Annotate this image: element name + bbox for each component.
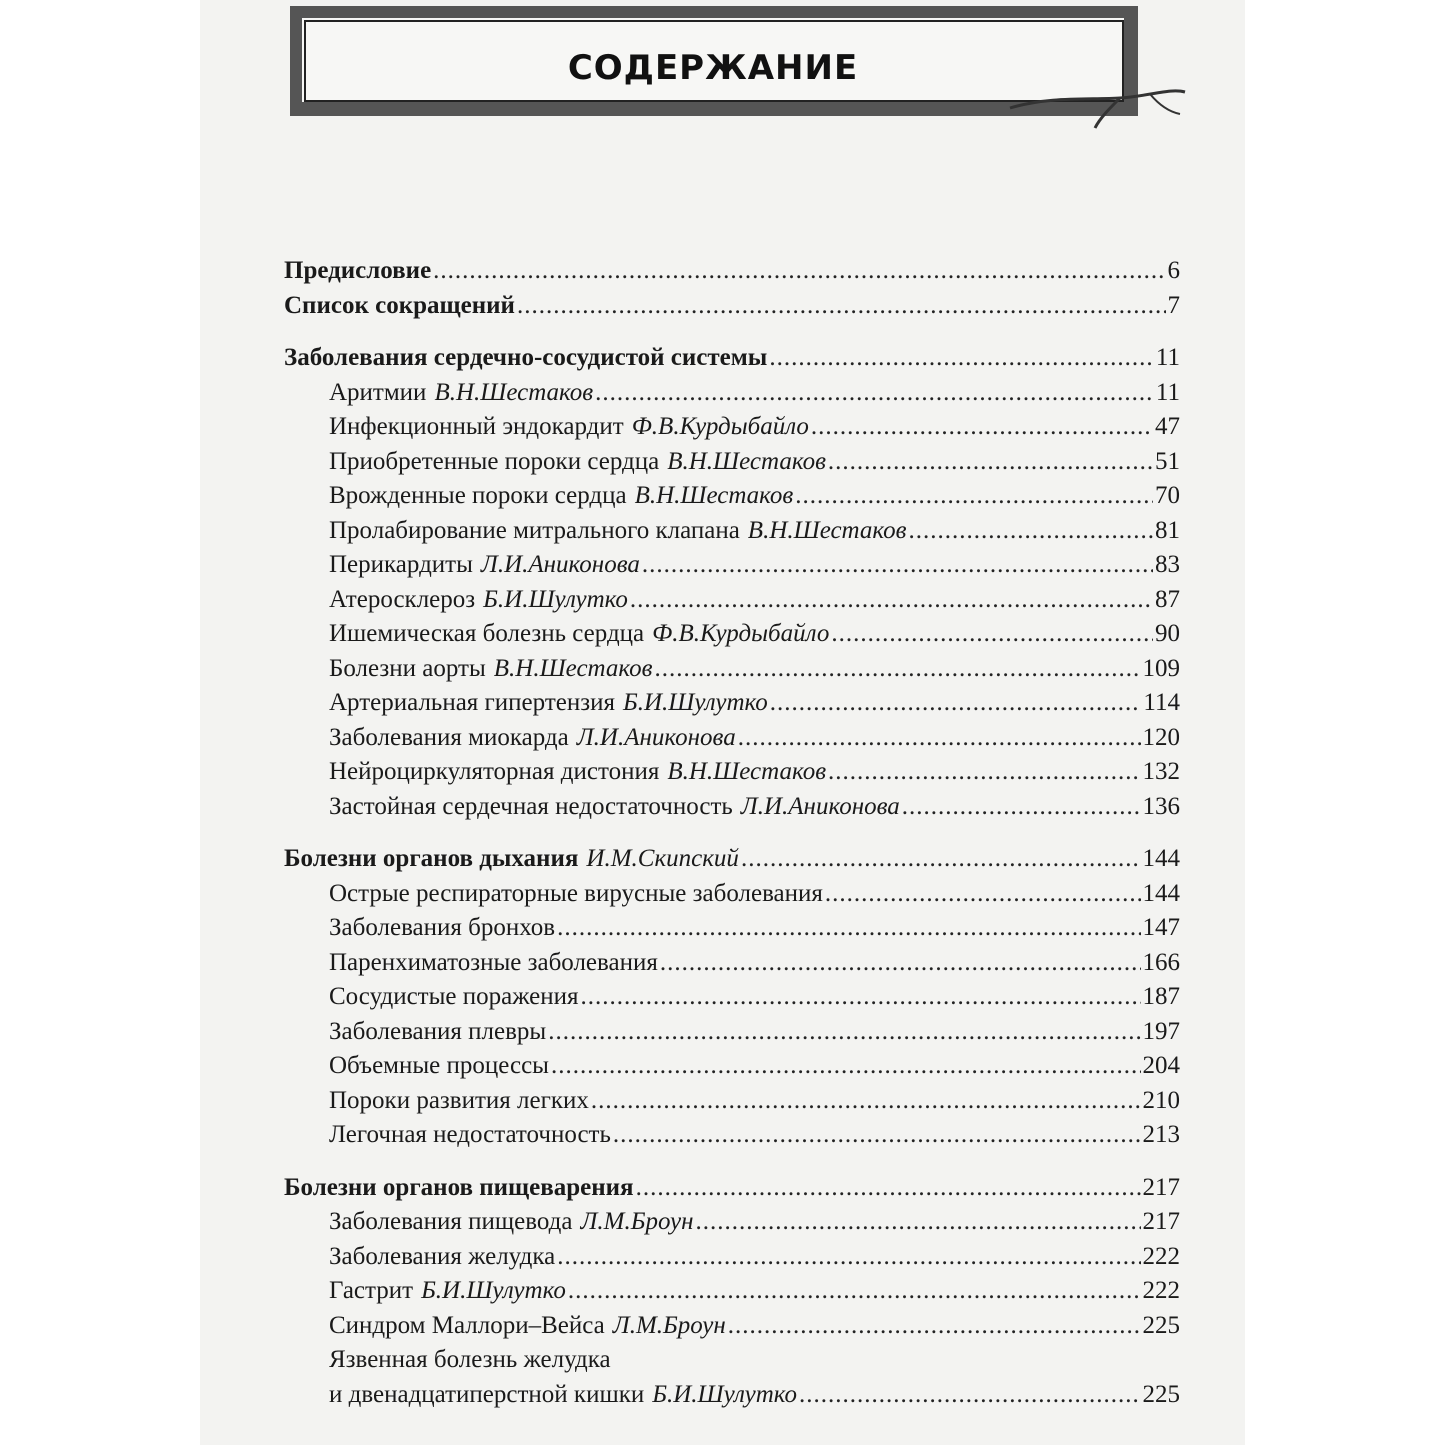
dot-leader <box>613 1121 1141 1149</box>
toc-entry[interactable] <box>284 758 1180 793</box>
dot-leader <box>831 620 1153 648</box>
toc-entry-page: 217 <box>1142 1208 1180 1235</box>
toc-entry[interactable] <box>284 551 1180 586</box>
toc-entry-page: 87 <box>1155 585 1180 613</box>
dot-leader <box>909 517 1153 545</box>
toc-entry-title: Врожденные пороки сердца <box>329 482 627 509</box>
toc-entry-title: Инфекционный эндокардит <box>329 413 624 440</box>
dot-leader <box>642 551 1153 579</box>
toc-entry-page: 114 <box>1143 689 1180 716</box>
toc-entry-title: Застойная сердечная недостаточность <box>329 792 733 820</box>
toc-entry-page: 210 <box>1142 1086 1180 1114</box>
toc-entry-page: 11 <box>1155 378 1180 406</box>
toc-entry-page: 197 <box>1142 1017 1180 1045</box>
dot-leader <box>828 448 1153 476</box>
toc-entry-title: Артериальная гипертензия <box>329 689 615 716</box>
toc-entry-page: 70 <box>1155 482 1180 509</box>
toc-entry-title: Сосудистые поражения <box>329 983 579 1010</box>
dot-leader <box>595 379 1154 407</box>
dot-leader <box>696 1208 1141 1236</box>
toc-entry[interactable] <box>284 1052 1180 1087</box>
toc-entry[interactable] <box>284 413 1180 448</box>
toc-entry-author: В.Н.Шестаков <box>667 447 826 475</box>
dot-leader <box>728 1312 1141 1340</box>
toc-entry-title: Пролабирование митрального клапана <box>329 516 740 544</box>
toc-entry-author: Б.И.Шулутко <box>483 585 628 613</box>
toc-entry-title: Заболевания бронхов <box>329 914 556 941</box>
toc-entry-page: 90 <box>1155 620 1180 647</box>
toc-entry-author: Ф.В.Курдыбайло <box>631 413 809 440</box>
toc-entry[interactable] <box>284 1208 1180 1243</box>
toc-entry-title: Атеросклероз <box>329 585 476 613</box>
toc-entry-title: Ишемическая болезнь сердца <box>329 620 645 647</box>
dot-leader <box>828 758 1140 786</box>
toc-entry-title: Заболевания желудка <box>329 1242 556 1270</box>
toc-entry[interactable] <box>284 1121 1180 1156</box>
toc-entry-page: 47 <box>1155 413 1180 440</box>
dot-leader <box>655 655 1141 683</box>
dot-leader <box>660 949 1141 977</box>
toc-entry-page: 132 <box>1142 758 1180 785</box>
dot-leader <box>581 983 1141 1011</box>
dot-leader <box>795 482 1153 510</box>
toc-entry-page: 222 <box>1142 1242 1180 1270</box>
dot-leader <box>825 880 1141 908</box>
dot-leader <box>811 413 1153 441</box>
toc-entry-author: В.Н.Шестаков <box>493 654 653 682</box>
toc-entry[interactable] <box>284 914 1180 949</box>
toc-entry-page: 83 <box>1155 551 1180 578</box>
toc-entry-title: Синдром Маллори–Вейса <box>329 1311 605 1339</box>
toc-entry-page: 144 <box>1142 879 1180 907</box>
toc-entry-page: 120 <box>1142 723 1180 751</box>
digestive-items <box>284 1208 1180 1346</box>
toc-entry-author: В.Н.Шестаков <box>747 516 907 544</box>
toc-entry[interactable] <box>284 482 1180 517</box>
toc-entry[interactable] <box>284 1018 1180 1053</box>
respiratory-items <box>284 880 1180 1156</box>
toc-entry-author: Л.И.Аниконова <box>480 551 640 578</box>
toc-entry-author: Б.И.Шулутко <box>622 689 768 716</box>
page-title: СОДЕРЖАНИЕ <box>567 48 859 88</box>
toc-entry[interactable] <box>284 379 1180 414</box>
toc-entry-page: 136 <box>1142 792 1180 820</box>
toc-entry[interactable] <box>284 689 1180 724</box>
toc-entry-title: Аритмии <box>329 378 427 406</box>
toc-entry-page: 204 <box>1142 1052 1180 1079</box>
toc-entry-author: Б.И.Шулутко <box>421 1277 566 1304</box>
toc-entry-page: 109 <box>1142 654 1180 682</box>
cardio-items <box>284 379 1180 828</box>
dot-leader <box>770 689 1142 717</box>
toc-entry[interactable] <box>284 1243 1180 1278</box>
dot-leader <box>630 586 1153 614</box>
dot-leader <box>557 914 1140 942</box>
ribbon-flourish-icon <box>1000 78 1190 138</box>
toc-entry-page: 225 <box>1142 1311 1180 1339</box>
toc-entry-title: Острые респираторные вирусные заболевания <box>329 879 823 907</box>
toc-entry-title: Приобретенные пороки сердца <box>329 447 660 475</box>
dot-leader <box>551 1052 1141 1080</box>
book-page <box>200 0 1245 1445</box>
toc-entry-preface[interactable]: Предисловие ..... 6 <box>284 257 1180 292</box>
toc-entry-page: 81 <box>1155 516 1180 544</box>
toc-entry-author: В.Н.Шестаков <box>434 378 594 406</box>
toc-entry-page: 187 <box>1142 983 1180 1010</box>
dot-leader <box>902 793 1141 821</box>
dot-leader <box>738 724 1141 752</box>
dot-leader <box>591 1087 1141 1115</box>
toc-entry-page: 51 <box>1155 447 1180 475</box>
toc-entry[interactable] <box>284 949 1180 984</box>
toc-entry-title: Легочная недостаточность <box>329 1121 611 1148</box>
toc-entry-page: 222 <box>1142 1277 1180 1304</box>
toc-entry-author: Л.И.Аниконова <box>576 723 736 751</box>
toc-entry-page: 213 <box>1142 1121 1180 1148</box>
toc-entry[interactable] <box>284 586 1180 621</box>
toc-entry-title: Пороки развития легких <box>329 1086 589 1114</box>
toc-entry-title: Нейроциркуляторная дистония <box>329 758 660 785</box>
toc-entry[interactable] <box>284 655 1180 690</box>
toc-entry[interactable] <box>284 517 1180 552</box>
toc-entry[interactable] <box>284 1087 1180 1122</box>
toc-entry-page: 166 <box>1142 948 1180 976</box>
toc-entry-title: Болезни аорты <box>329 654 486 682</box>
dot-leader <box>557 1243 1140 1271</box>
toc-entry-ulcer-line1[interactable]: Язвенная болезнь желудка <box>329 1346 611 1373</box>
toc-entry-title: Заболевания миокарда <box>329 723 569 751</box>
toc-entry-title: Паренхиматозные заболевания <box>329 948 658 976</box>
toc-section-respiratory[interactable]: Болезни органов дыхания И.М.Скипский ..... 144 <box>284 845 1180 880</box>
toc-entry-author: Ф.В.Курдыбайло <box>652 620 830 647</box>
toc-entry-page: 147 <box>1142 914 1180 941</box>
toc-entry[interactable] <box>284 620 1180 655</box>
dot-leader <box>548 1018 1140 1046</box>
toc-entry-author: Л.И.Аниконова <box>740 792 900 820</box>
toc-entry[interactable] <box>284 880 1180 915</box>
toc-entry[interactable] <box>284 1312 1180 1347</box>
toc-entry[interactable] <box>284 1277 1180 1312</box>
toc-entry[interactable] <box>284 448 1180 483</box>
toc-entry-ulcer-line2[interactable]: и двенадцатиперстной кишки Б.И.Шулутко ..... 225 <box>284 1381 1180 1416</box>
toc-entry[interactable] <box>284 724 1180 759</box>
toc-entry-title: Заболевания плевры <box>329 1017 547 1045</box>
toc-section-cardio[interactable]: Заболевания сердечно-сосудистой системы ..... 11 <box>284 344 1180 379</box>
toc-entry-title: Объемные процессы <box>329 1052 549 1079</box>
toc-entry-title: Перикардиты <box>329 551 473 578</box>
toc-entry-author: Л.М.Броун <box>580 1208 694 1235</box>
toc-entry-author: В.Н.Шестаков <box>634 482 794 509</box>
toc-entry-title: Гастрит <box>329 1277 414 1304</box>
toc-entry-abbreviations[interactable]: Список сокращений ..... 7 <box>284 292 1180 327</box>
toc-entry-author: Л.М.Броун <box>612 1311 726 1339</box>
toc-section-digestive[interactable]: Болезни органов пищеварения ..... 217 <box>284 1174 1180 1209</box>
toc-entry[interactable] <box>284 983 1180 1018</box>
table-of-contents <box>284 257 1180 1415</box>
toc-entry[interactable] <box>284 793 1180 828</box>
toc-entry-title: Заболевания пищевода <box>329 1208 573 1235</box>
dot-leader <box>568 1277 1141 1305</box>
toc-entry-author: В.Н.Шестаков <box>667 758 827 785</box>
